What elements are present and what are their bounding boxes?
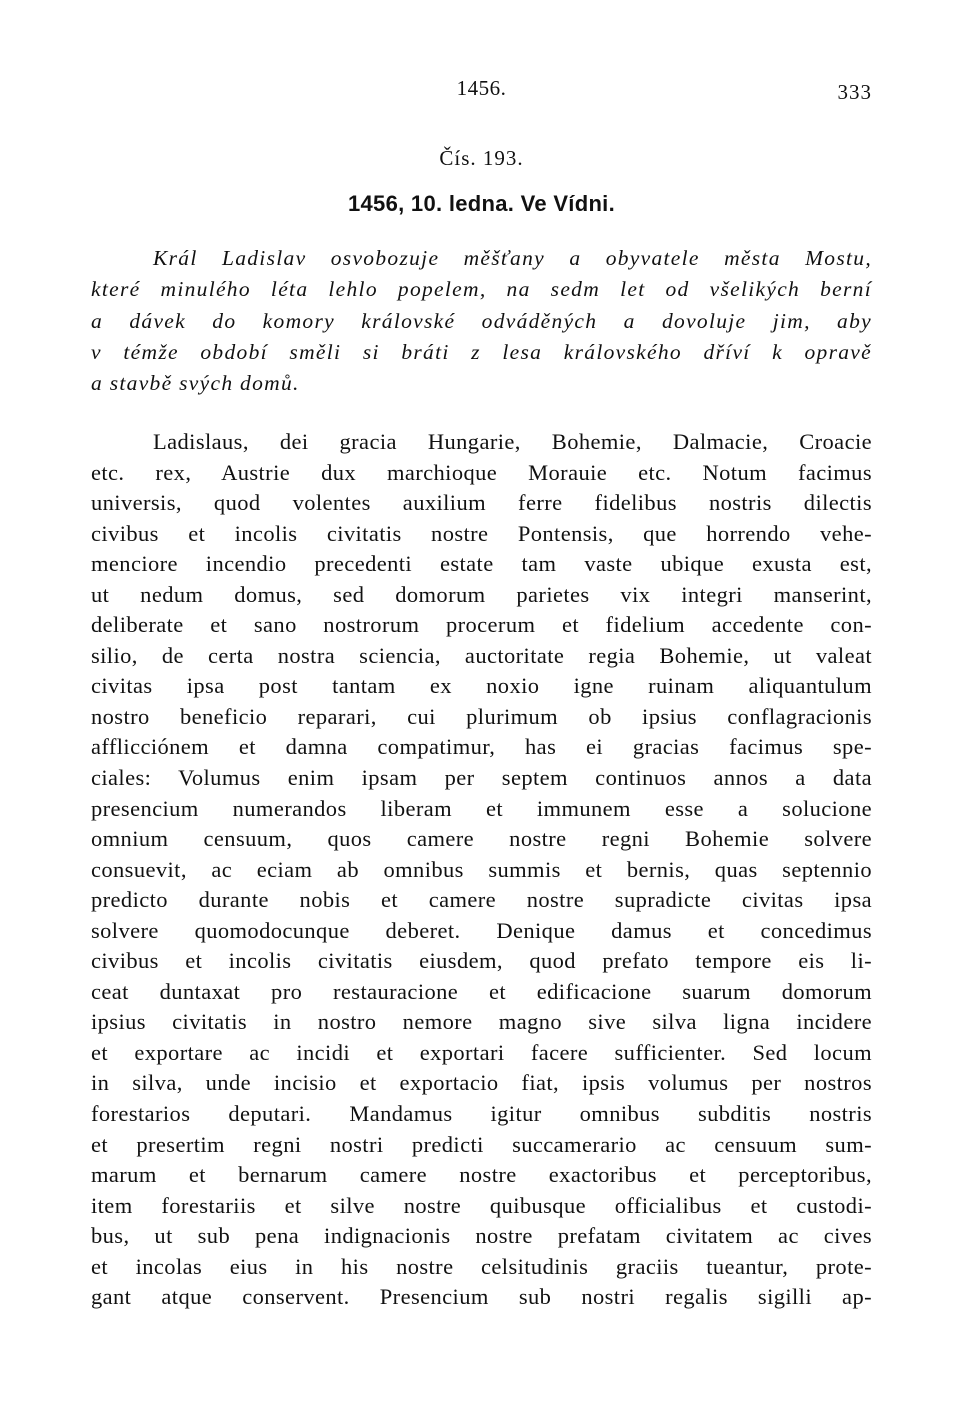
regest-line: Král Ladislav osvobozuje měšťany a obyvatele města Mostu, (153, 246, 872, 270)
charter-line: etc. rex, Austrie dux marchioque Morauie etc. Notum facimus (91, 459, 872, 485)
charter-line: afflicciónem et damna compatimur, has ei gracias facimus spe- (91, 734, 872, 760)
charter-line: consuevit, ac eciam ab omnibus summis et bernis, quas septennio (91, 856, 872, 882)
charter-line: et exportare ac incidi et exportari facere sufficienter. Sed locum (91, 1039, 872, 1065)
regest-line: a dávek do komory královské odváděných a dovoluje jim, aby (91, 308, 872, 333)
charter-line: forestarios deputari. Mandamus igitur omnibus subditis nostris (91, 1101, 872, 1127)
document-date-place: 1456, 10. ledna. Ve Vídni. (347, 191, 616, 216)
charter-line: bus, ut sub pena indignacionis nostre prefatam civitatem ac cives (91, 1223, 872, 1249)
charter-line: gant atque conservent. Presencium sub nostri regalis sigilli ap- (91, 1284, 872, 1310)
charter-line: et presertim regni nostri predicti succamerario ac censuum sum- (91, 1131, 872, 1157)
running-head-year: 1456. (456, 76, 507, 100)
charter-line: solvere quomodocunque deberet. Denique damus et concedimus (91, 917, 872, 943)
charter-line: civibus et incolis civitatis nostre Pontensis, que horrendo vehe- (91, 520, 872, 546)
charter-line: nostro beneficio reparari, cui plurimum ob ipsius conflagracionis (91, 703, 872, 729)
charter-line: presencium numerandos liberam et immunem esse a solucione (91, 795, 872, 821)
charter-line: marum et bernarum camere nostre exactoribus et perceptoribus, (91, 1162, 872, 1188)
regest-line: které minulého léta lehlo popelem, na sedm let od všelikých berní (91, 277, 872, 302)
charter-line: silio, de certa nostra sciencia, auctoritate regia Bohemie, ut valeat (91, 642, 872, 668)
charter-line: in silva, unde incisio et exportacio fiat, ipsis volumus per nostros (91, 1070, 872, 1096)
charter-line: civibus et incolis civitatis eiusdem, quod prefato tempore eis li- (91, 948, 872, 974)
charter-line: Ladislaus, dei gracia Hungarie, Bohemie, Dalmacie, Croacie (153, 429, 872, 454)
page-number: 333 (837, 80, 872, 104)
regest-line: a stavbě svých domů. (91, 371, 300, 396)
charter-line: ut nedum domus, sed domorum parietes vix integri manserint, (91, 581, 872, 607)
regest-line: v témže období směli si bráti z lesa královského dříví k opravě (91, 339, 872, 364)
charter-line: deliberate et sano nostrorum procerum et fidelium accedente con- (91, 612, 872, 638)
charter-line: menciore incendio precedenti estate tam vaste ubique exusta est, (91, 551, 872, 577)
charter-line: ipsius civitatis in nostro nemore magno sive silva ligna incidere (91, 1009, 872, 1035)
charter-line: predicto durante nobis et camere nostre supradicte civitas ipsa (91, 887, 872, 913)
running-header (91, 76, 872, 102)
charter-line: ciales: Volumus enim ipsam per septem continuos annos a data (91, 765, 872, 791)
charter-line: ceat duntaxat pro restauracione et edificacione suarum domorum (91, 978, 872, 1004)
charter-text (91, 427, 872, 1313)
regest-summary (91, 243, 872, 399)
charter-line: et incolas eius in his nostre celsitudinis graciis tueantur, prote- (91, 1253, 872, 1279)
document-number: Čís. 193. (439, 146, 524, 170)
charter-line: universis, quod volentes auxilium ferre fidelibus nostris dilectis (91, 490, 872, 516)
charter-line: item forestariis et silve nostre quibusque officialibus et custodi- (91, 1192, 872, 1218)
charter-line: omnium censuum, quos camere nostre regni Bohemie solvere (91, 826, 872, 852)
charter-line: civitas ipsa post tantam ex noxio igne ruinam aliquantulum (91, 673, 872, 699)
